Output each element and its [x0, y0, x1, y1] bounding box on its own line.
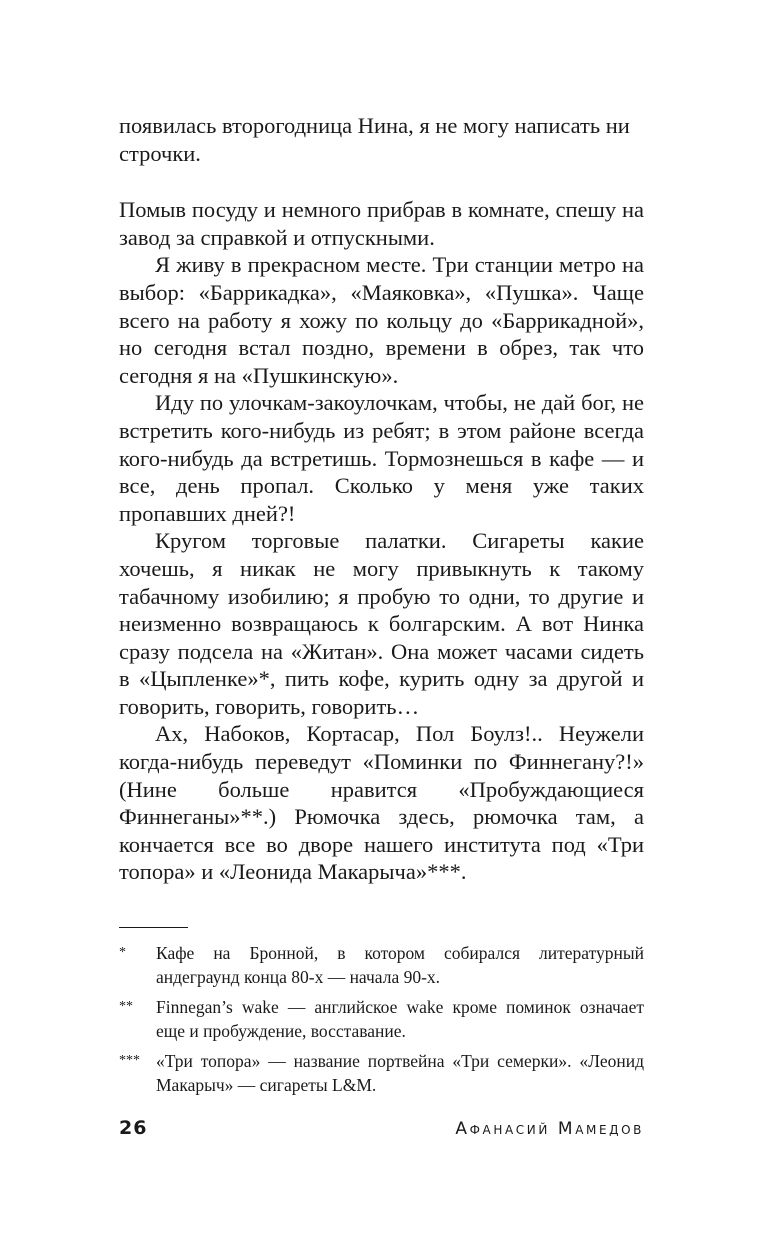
- paragraph: Кругом торговые палатки. Сигареты какие хочешь, я никак не могу привыкнуть к такому табачному изобилию; я пробую то одни, то другие и неизменно возвращаюсь к болгарским. А вот Нинка сразу подсела на «Житан». Она может часами сидеть в «Цыпленке»*, пить кофе, курить одну за другой и говорить, говорить, говорить…: [119, 528, 644, 719]
- footnote-mark: ***: [119, 1053, 140, 1068]
- footnotes: [119, 941, 644, 1103]
- footnote: [119, 1049, 644, 1097]
- footnote-mark: **: [119, 999, 133, 1014]
- paragraph: Иду по улочкам-закоулочкам, чтобы, не дай бог, не встретить кого-нибудь из ребят; в этом районе всегда кого-нибудь да встретишь. Тормознешься в кафе — и все, день пропал. Сколько у меня уже таких пропавших дней?!: [119, 390, 644, 526]
- footnote-text: «Три топора» — название портвейна «Три семерки». «Леонид Макарыч» — сигареты L&M.: [156, 1051, 644, 1095]
- footnote-mark: *: [119, 945, 126, 960]
- page-number: 26: [119, 1117, 148, 1139]
- paragraph: Я живу в прекрасном месте. Три станции метро на выбор: «Баррикадка», «Маяковка», «Пушка». Чаще всего на работу я хожу по кольцу до «Баррикадной», но сегодня встал поздно, времени в обрез, так что сегодня я на «Пушкинскую».: [119, 252, 644, 388]
- footnote: [119, 995, 644, 1043]
- footnote-text: Кафе на Бронной, в котором собирался литературный андеграунд конца 80-х — начала 90-х.: [156, 943, 644, 987]
- footnote-separator: [119, 927, 188, 928]
- paragraph-continuation: появилась второгодница Нина, я не могу написать ни строчки.: [119, 113, 630, 166]
- paragraph: Ах, Набоков, Кортасар, Пол Боулз!.. Неужели когда-нибудь переведут «Поминки по Финнегану?!» (Нине больше нравится «Пробуждающиеся Финнеганы»**.) Рюмочка здесь, рюмочка там, а кончается все во дворе нашего института под «Три топора» и «Леонида Макарыча»***.: [119, 721, 644, 885]
- author-name: Афанасий Мамедов: [455, 1119, 644, 1139]
- page-body: [119, 112, 644, 886]
- running-footer: [119, 1117, 644, 1139]
- paragraph-section-start: Помыв посуду и немного прибрав в комнате, спешу на завод за справкой и отпускными.: [119, 197, 644, 250]
- footnote-text: Finnegan’s wake — английское wake кроме поминок означает еще и пробуждение, восставание.: [156, 997, 644, 1041]
- footnote: [119, 941, 644, 989]
